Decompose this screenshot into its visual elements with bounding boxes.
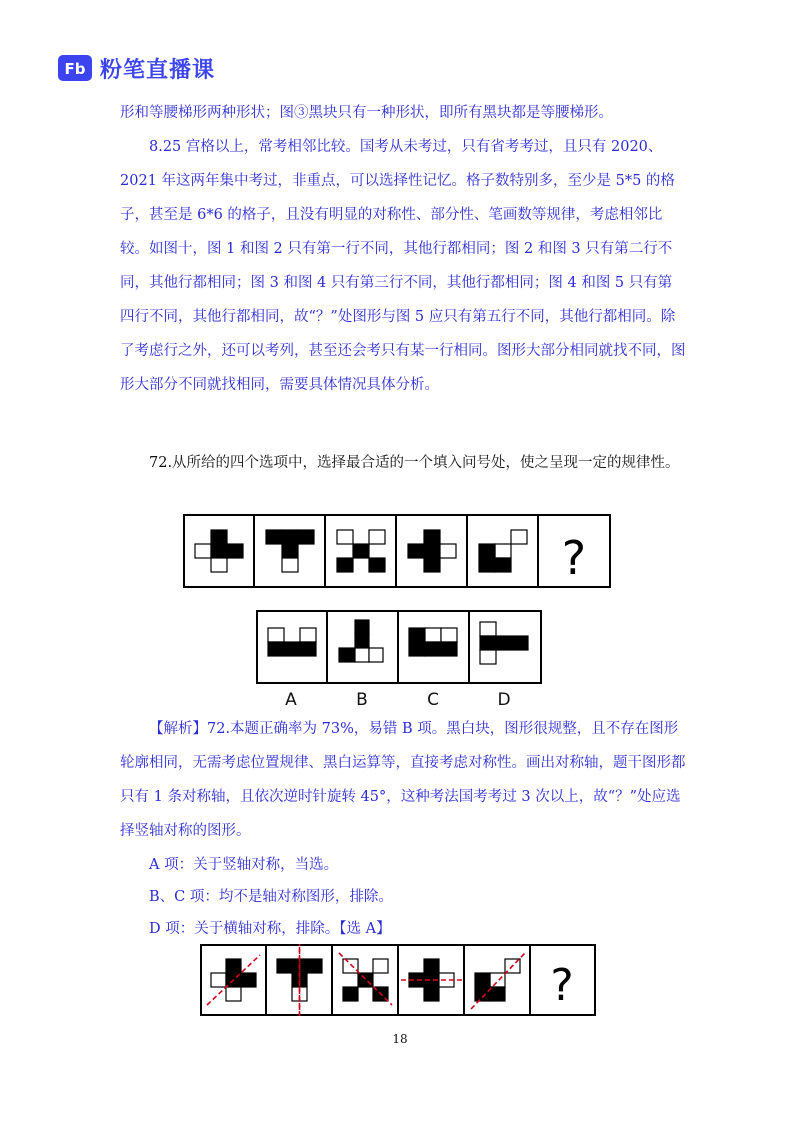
question-figure-strip [183,514,611,588]
symmetry-axis-figure-strip [200,944,596,1016]
question-72: 72.从所给的四个选项中，选择最合适的一个填入问号处，使之呈现一定的规律性。 [149,455,680,471]
option-label-c: C [427,690,439,710]
analysis-option-bc: B、C 项：均不是轴对称图形，排除。 [149,889,393,905]
option-label-a: A [285,690,297,710]
fb-logo-icon [58,55,92,81]
page-number: 18 [392,1032,408,1046]
options-figure-strip [256,610,542,684]
svg-text:Fb: Fb [64,60,86,78]
analysis-option-d: D 项：关于横轴对称，排除。【选 A】 [149,921,391,937]
axis-question-mark: ? [550,960,574,1011]
paragraph-tip-8: 8.25 宫格以上，常考相邻比较。国考从未考过，只有省考考过，且只有 2020、2021 年这两年集中考过，非重点，可以选择性记忆。格子数特别多，至少是 5*5 的格子，甚至是 6*6 的格子，且没有明显的对称性、部分性、笔画数等规律，考虑相邻比较。如图十，图 1 和图 2 只有第一行不同，其他行都相同；图 2 和图 3 只有第二行不同，其他行都相同；图 3 和图 4 只有第三行不同，其他行都相同；图 4 和图 5 只有第四行不同，其他行都相同，故“？”处图形与图 5 应只有第五行不同，其他行都相同。除了考虑行之外，还可以考列，甚至还会考只有某一行相同。图形大部分相同就找不同，图形大部分不同就找相同，需要具体情况具体分析。 [120,139,686,393]
question-mark: ? [561,531,587,585]
brand-logo [58,52,215,84]
brand-name: 粉笔直播课 [100,57,216,83]
analysis-text: 【解析】72.本题正确率为 73%，易错 B 项。黑白块，图形很规整，且不存在图形轮廓相同，无需考虑位置规律、黑白运算等，直接考虑对称性。画出对称轴，题干图形都只有 1 条对称轴，且依次逆时针旋转 45°，这种考法国考考过 3 次以上，故“？”处应选择竖轴对称的图形。 [120,721,686,839]
option-label-d: D [497,690,511,710]
option-c-figure [409,628,457,656]
paragraph-continuation: 形和等腰梯形两种形状；图③黑块只有一种形状，即所有黑块都是等腰梯形。 [120,105,613,121]
option-label-b: B [356,690,368,710]
analysis-option-a: A 项：关于竖轴对称，当选。 [149,857,339,873]
